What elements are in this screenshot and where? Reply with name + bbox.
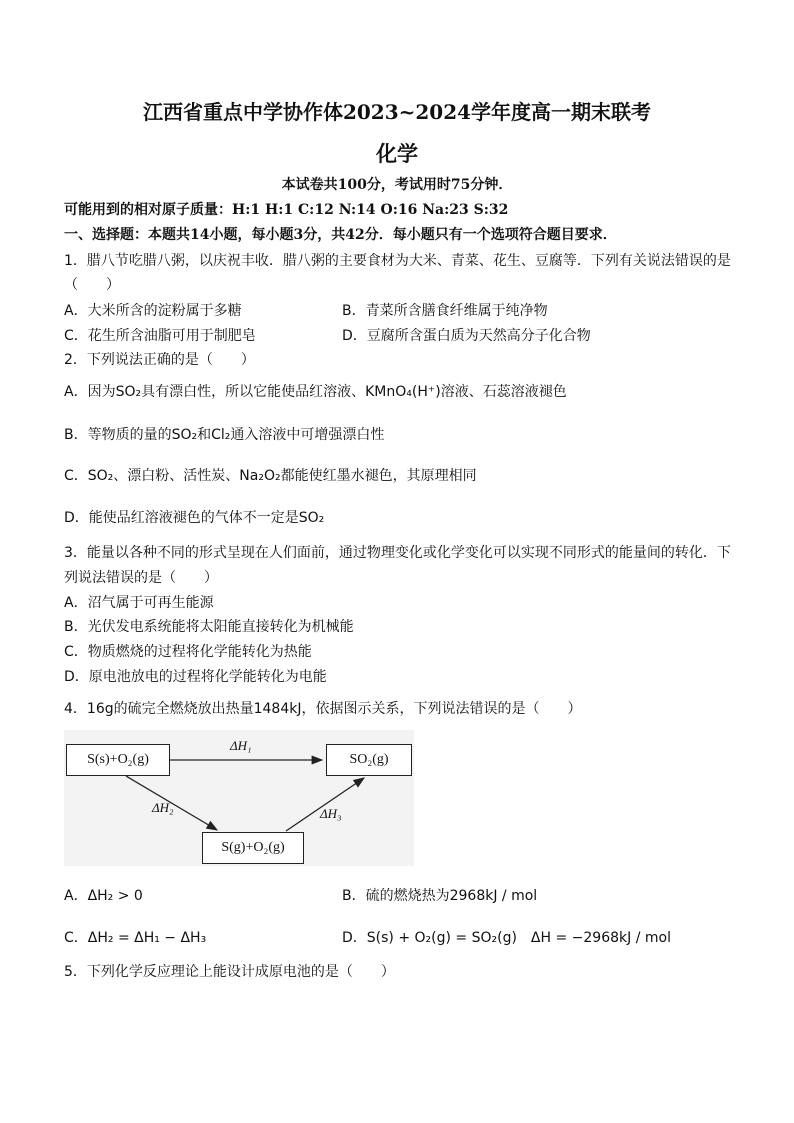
- q1-option-c: C．花生所含油脂可用于制肥皂: [64, 328, 256, 344]
- q2-option-c: C．SO₂、漂白粉、活性炭、Na₂O₂都能使红墨水褪色，其原理相同: [64, 468, 477, 484]
- q4-option-a: A．ΔH₂ > 0: [64, 888, 143, 904]
- q2-option-d: D．能使品红溶液褪色的气体不一定是SO₂: [64, 510, 325, 526]
- q2-option-b: B．等物质的量的SO₂和Cl₂通入溶液中可增强漂白性: [64, 427, 385, 443]
- q4-option-d: D．S(s) + O₂(g) = SO₂(g) ΔH = −2968kJ / mol: [342, 930, 671, 946]
- box-reactants: S(s)+O₂(g): [66, 744, 170, 776]
- arrow-dh3: [286, 778, 364, 831]
- box-product: SO₂(g): [326, 744, 412, 776]
- q1-stem-line2: （ ）: [64, 277, 120, 293]
- q4-option-b: B．硫的燃烧热为2968kJ / mol: [342, 888, 538, 904]
- q3-option-d: D．原电池放电的过程将化学能转化为电能: [64, 669, 327, 685]
- box-intermediate: S(g)+O₂(g): [202, 832, 304, 864]
- q3-option-c: C．物质燃烧的过程将化学能转化为热能: [64, 644, 312, 660]
- label-dh2: ΔH₂: [152, 800, 174, 815]
- q3-stem-line2: 列说法错误的是（ ）: [64, 570, 218, 586]
- exam-title: 江西省重点中学协作体2023~2024学年度高一期末联考: [142, 100, 652, 124]
- label-dh3: ΔH₃: [320, 806, 342, 821]
- q3-option-a: A．沼气属于可再生能源: [64, 595, 214, 611]
- q4-option-c: C．ΔH₂ = ΔH₁ − ΔH₃: [64, 930, 207, 946]
- q1-stem-line1: 1．腊八节吃腊八粥，以庆祝丰收．腊八粥的主要食材为大米、青菜、花生、豆腐等．下列有关说法错误的是: [64, 253, 731, 269]
- q5-stem: 5．下列化学反应理论上能设计成原电池的是（ ）: [64, 964, 395, 980]
- section-heading: 一、选择题：本题共14小题，每小题3分，共42分．每小题只有一个选项符合题目要求．: [64, 227, 617, 243]
- q2-option-a: A．因为SO₂具有漂白性，所以它能使品红溶液、KMnO₄(H⁺)溶液、石蕊溶液褪色: [64, 384, 567, 400]
- energy-cycle-diagram: [64, 730, 414, 866]
- q4-stem: 4．16g的硫完全燃烧放出热量1484kJ，依据图示关系，下列说法错误的是（ ）: [64, 701, 582, 717]
- q3-option-b: B．光伏发电系统能将太阳能直接转化为机械能: [64, 619, 354, 635]
- q1-option-b: B．青菜所含膳食纤维属于纯净物: [342, 303, 548, 319]
- exam-info: 本试卷共100分，考试用时75分钟．: [281, 177, 513, 193]
- q1-option-d: D．豆腐所含蛋白质为天然高分子化合物: [342, 328, 591, 344]
- q3-stem-line1: 3．能量以各种不同的形式呈现在人们面前，通过物理变化或化学变化可以实现不同形式的能量间的转化．下: [64, 545, 731, 561]
- label-dh1: ΔH₁: [230, 738, 252, 753]
- subject-title: 化学: [376, 141, 418, 166]
- q1-option-a: A．大米所含的淀粉属于多糖: [64, 303, 242, 319]
- q2-stem: 2．下列说法正确的是（ ）: [64, 352, 255, 368]
- atomic-masses: 可能用到的相对原子质量：H:1 H:1 C:12 N:14 O:16 Na:23 S:32: [64, 202, 509, 218]
